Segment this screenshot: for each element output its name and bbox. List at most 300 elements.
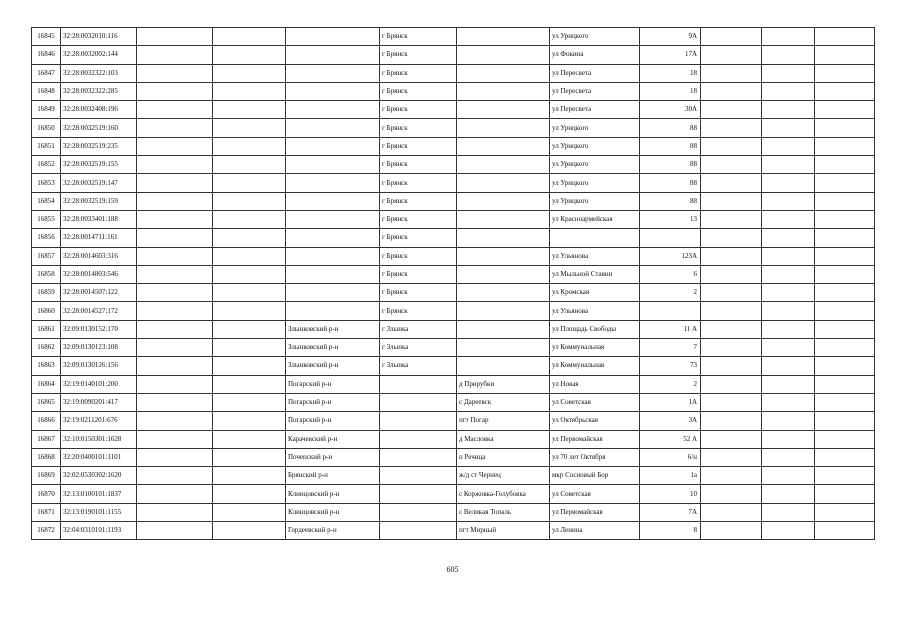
house-number-cell: 88: [640, 137, 701, 155]
empty-cell: [137, 302, 213, 320]
empty-cell: [815, 522, 875, 540]
house-number-cell: 11 А: [640, 320, 701, 338]
district-cell: [286, 64, 380, 82]
street-cell: ул Новая: [550, 375, 640, 393]
district-cell: Брянский р-н: [286, 467, 380, 485]
row-number: 16861: [32, 320, 61, 338]
city-cell: [380, 467, 457, 485]
settlement-cell: д Прирубки: [457, 375, 550, 393]
street-cell: ул Ульянова: [550, 247, 640, 265]
settlement-cell: [457, 247, 550, 265]
table-row: [32, 64, 875, 82]
empty-cell: [137, 503, 213, 521]
empty-cell: [701, 302, 762, 320]
row-number: 16868: [32, 448, 61, 466]
empty-cell: [762, 64, 815, 82]
empty-cell: [815, 101, 875, 119]
empty-cell: [213, 284, 286, 302]
table-row: [32, 339, 875, 357]
empty-cell: [815, 339, 875, 357]
cadastral-number: 32:20:0400101:1101: [61, 448, 137, 466]
empty-cell: [701, 156, 762, 174]
table-row: [32, 156, 875, 174]
table-row: [32, 485, 875, 503]
settlement-cell: [457, 265, 550, 283]
empty-cell: [213, 320, 286, 338]
street-cell: ул Площадь Свободы: [550, 320, 640, 338]
empty-cell: [137, 393, 213, 411]
empty-cell: [815, 430, 875, 448]
row-number: 16859: [32, 284, 61, 302]
settlement-cell: [457, 28, 550, 46]
empty-cell: [213, 137, 286, 155]
empty-cell: [137, 339, 213, 357]
empty-cell: [815, 210, 875, 228]
district-cell: [286, 46, 380, 64]
street-cell: мкр Сосновый Бор: [550, 467, 640, 485]
empty-cell: [815, 448, 875, 466]
city-cell: г Брянск: [380, 101, 457, 119]
settlement-cell: с Великая Топаль: [457, 503, 550, 521]
city-cell: г Брянск: [380, 46, 457, 64]
cadastral-number: 32:28:0032519:235: [61, 137, 137, 155]
cadastral-number: 32:19:0140101:200: [61, 375, 137, 393]
settlement-cell: п Речица: [457, 448, 550, 466]
table-row: [32, 302, 875, 320]
row-number: 16869: [32, 467, 61, 485]
table-row: [32, 284, 875, 302]
empty-cell: [137, 284, 213, 302]
table-body: [32, 28, 875, 540]
table-row: [32, 174, 875, 192]
empty-cell: [762, 119, 815, 137]
empty-cell: [213, 302, 286, 320]
street-cell: [550, 229, 640, 247]
empty-cell: [762, 101, 815, 119]
settlement-cell: [457, 156, 550, 174]
table-row: [32, 503, 875, 521]
empty-cell: [213, 247, 286, 265]
empty-cell: [701, 522, 762, 540]
empty-cell: [213, 265, 286, 283]
table-row: [32, 393, 875, 411]
empty-cell: [815, 485, 875, 503]
empty-cell: [213, 393, 286, 411]
row-number: 16866: [32, 412, 61, 430]
row-number: 16846: [32, 46, 61, 64]
settlement-cell: [457, 174, 550, 192]
empty-cell: [701, 101, 762, 119]
cadastral-number: 32:28:0032519:155: [61, 156, 137, 174]
empty-cell: [701, 375, 762, 393]
house-number-cell: 1а: [640, 467, 701, 485]
empty-cell: [213, 339, 286, 357]
empty-cell: [701, 320, 762, 338]
cadastral-number: 32:10:0150301:1628: [61, 430, 137, 448]
city-cell: г Брянск: [380, 64, 457, 82]
empty-cell: [213, 485, 286, 503]
row-number: 16862: [32, 339, 61, 357]
empty-cell: [701, 192, 762, 210]
street-cell: ул Ульянова: [550, 302, 640, 320]
district-cell: Злынковский р-н: [286, 320, 380, 338]
cadastral-number: 32:04:0310101:1193: [61, 522, 137, 540]
empty-cell: [815, 28, 875, 46]
cadastral-number: 32:28:0032519:159: [61, 192, 137, 210]
house-number-cell: 18: [640, 64, 701, 82]
empty-cell: [762, 430, 815, 448]
street-cell: ул Пересвета: [550, 64, 640, 82]
city-cell: [380, 375, 457, 393]
empty-cell: [762, 265, 815, 283]
settlement-cell: [457, 339, 550, 357]
row-number: 16872: [32, 522, 61, 540]
empty-cell: [762, 503, 815, 521]
house-number-cell: 88: [640, 174, 701, 192]
empty-cell: [815, 192, 875, 210]
empty-cell: [701, 28, 762, 46]
district-cell: Погарский р-н: [286, 375, 380, 393]
empty-cell: [137, 412, 213, 430]
empty-cell: [213, 210, 286, 228]
settlement-cell: [457, 64, 550, 82]
table-row: [32, 412, 875, 430]
empty-cell: [762, 448, 815, 466]
registry-sheet: [31, 27, 874, 540]
cadastral-number: 32:13:0190101:1155: [61, 503, 137, 521]
street-cell: ул Коммунальная: [550, 357, 640, 375]
cadastral-number: 32:13:0100101:1837: [61, 485, 137, 503]
city-cell: [380, 393, 457, 411]
empty-cell: [701, 485, 762, 503]
cadastral-number: 32:09:0130152:170: [61, 320, 137, 338]
district-cell: [286, 210, 380, 228]
district-cell: [286, 82, 380, 100]
house-number-cell: 17А: [640, 46, 701, 64]
house-number-cell: 2: [640, 284, 701, 302]
house-number-cell: [640, 229, 701, 247]
empty-cell: [137, 119, 213, 137]
empty-cell: [701, 247, 762, 265]
street-cell: ул Урицкого: [550, 192, 640, 210]
house-number-cell: 88: [640, 192, 701, 210]
empty-cell: [137, 265, 213, 283]
empty-cell: [762, 375, 815, 393]
row-number: 16871: [32, 503, 61, 521]
empty-cell: [701, 82, 762, 100]
house-number-cell: 52 А: [640, 430, 701, 448]
table-row: [32, 82, 875, 100]
city-cell: [380, 448, 457, 466]
empty-cell: [762, 137, 815, 155]
street-cell: ул Урицкого: [550, 174, 640, 192]
table-row: [32, 210, 875, 228]
empty-cell: [137, 430, 213, 448]
settlement-cell: [457, 284, 550, 302]
cadastral-number: 32:19:0211201:676: [61, 412, 137, 430]
empty-cell: [762, 467, 815, 485]
empty-cell: [137, 64, 213, 82]
empty-cell: [815, 174, 875, 192]
empty-cell: [815, 357, 875, 375]
city-cell: г Брянск: [380, 192, 457, 210]
empty-cell: [762, 210, 815, 228]
empty-cell: [815, 375, 875, 393]
settlement-cell: [457, 357, 550, 375]
city-cell: [380, 430, 457, 448]
empty-cell: [137, 174, 213, 192]
district-cell: [286, 137, 380, 155]
table-row: [32, 448, 875, 466]
district-cell: [286, 302, 380, 320]
city-cell: г Брянск: [380, 210, 457, 228]
empty-cell: [701, 137, 762, 155]
street-cell: ул Первомайская: [550, 503, 640, 521]
house-number-cell: 73: [640, 357, 701, 375]
settlement-cell: [457, 320, 550, 338]
empty-cell: [701, 64, 762, 82]
house-number-cell: 123А: [640, 247, 701, 265]
empty-cell: [213, 357, 286, 375]
empty-cell: [701, 210, 762, 228]
empty-cell: [213, 375, 286, 393]
house-number-cell: 9А: [640, 28, 701, 46]
empty-cell: [762, 302, 815, 320]
empty-cell: [815, 503, 875, 521]
cadastral-number: 32:28:0014711:161: [61, 229, 137, 247]
row-number: 16870: [32, 485, 61, 503]
empty-cell: [701, 119, 762, 137]
city-cell: г Брянск: [380, 82, 457, 100]
empty-cell: [762, 522, 815, 540]
settlement-cell: [457, 302, 550, 320]
row-number: 16854: [32, 192, 61, 210]
empty-cell: [213, 46, 286, 64]
row-number: 16851: [32, 137, 61, 155]
house-number-cell: 13: [640, 210, 701, 228]
cadastral-number: 32:28:0014603:316: [61, 247, 137, 265]
empty-cell: [815, 412, 875, 430]
empty-cell: [213, 82, 286, 100]
registry-table: [31, 27, 875, 540]
house-number-cell: 88: [640, 156, 701, 174]
cadastral-number: 32:28:0032322:285: [61, 82, 137, 100]
empty-cell: [701, 339, 762, 357]
street-cell: ул Урицкого: [550, 137, 640, 155]
city-cell: [380, 412, 457, 430]
row-number: 16853: [32, 174, 61, 192]
district-cell: Карачевский р-н: [286, 430, 380, 448]
street-cell: ул Коммунальная: [550, 339, 640, 357]
empty-cell: [137, 485, 213, 503]
empty-cell: [213, 64, 286, 82]
table-row: [32, 229, 875, 247]
empty-cell: [815, 467, 875, 485]
empty-cell: [213, 156, 286, 174]
empty-cell: [815, 229, 875, 247]
cadastral-number: 32:28:0032322:103: [61, 64, 137, 82]
house-number-cell: 3А: [640, 412, 701, 430]
settlement-cell: [457, 229, 550, 247]
empty-cell: [815, 82, 875, 100]
settlement-cell: пгт Мирный: [457, 522, 550, 540]
city-cell: г Брянск: [380, 119, 457, 137]
empty-cell: [137, 375, 213, 393]
district-cell: [286, 229, 380, 247]
house-number-cell: 7А: [640, 503, 701, 521]
empty-cell: [701, 284, 762, 302]
empty-cell: [213, 229, 286, 247]
table-row: [32, 46, 875, 64]
empty-cell: [213, 467, 286, 485]
table-row: [32, 375, 875, 393]
table-row: [32, 119, 875, 137]
row-number: 16856: [32, 229, 61, 247]
empty-cell: [137, 229, 213, 247]
empty-cell: [701, 46, 762, 64]
empty-cell: [701, 229, 762, 247]
city-cell: г Злынка: [380, 320, 457, 338]
table-row: [32, 522, 875, 540]
city-cell: г Брянск: [380, 174, 457, 192]
row-number: 16860: [32, 302, 61, 320]
house-number-cell: 10: [640, 485, 701, 503]
district-cell: Почепский р-н: [286, 448, 380, 466]
row-number: 16858: [32, 265, 61, 283]
empty-cell: [762, 247, 815, 265]
row-number: 16848: [32, 82, 61, 100]
empty-cell: [701, 412, 762, 430]
city-cell: [380, 503, 457, 521]
row-number: 16847: [32, 64, 61, 82]
street-cell: ул Ленина: [550, 522, 640, 540]
empty-cell: [762, 284, 815, 302]
table-row: [32, 357, 875, 375]
district-cell: [286, 174, 380, 192]
district-cell: Гордеевский р-н: [286, 522, 380, 540]
city-cell: [380, 522, 457, 540]
street-cell: ул 70 лет Октября: [550, 448, 640, 466]
district-cell: Клинцовский р-н: [286, 503, 380, 521]
empty-cell: [137, 28, 213, 46]
empty-cell: [762, 339, 815, 357]
table-row: [32, 101, 875, 119]
street-cell: ул Фокина: [550, 46, 640, 64]
settlement-cell: с Дареевск: [457, 393, 550, 411]
city-cell: г Брянск: [380, 265, 457, 283]
empty-cell: [137, 210, 213, 228]
empty-cell: [762, 82, 815, 100]
empty-cell: [213, 430, 286, 448]
empty-cell: [762, 412, 815, 430]
row-number: 16865: [32, 393, 61, 411]
cadastral-number: 32:28:0032002:144: [61, 46, 137, 64]
house-number-cell: 6: [640, 265, 701, 283]
row-number: 16864: [32, 375, 61, 393]
house-number-cell: [640, 302, 701, 320]
table-row: [32, 192, 875, 210]
empty-cell: [701, 393, 762, 411]
cadastral-number: 32:02:0530302:1620: [61, 467, 137, 485]
row-number: 16867: [32, 430, 61, 448]
district-cell: [286, 101, 380, 119]
empty-cell: [815, 265, 875, 283]
settlement-cell: [457, 192, 550, 210]
empty-cell: [762, 46, 815, 64]
settlement-cell: ж/д ст Чернец: [457, 467, 550, 485]
house-number-cell: 30А: [640, 101, 701, 119]
empty-cell: [815, 137, 875, 155]
street-cell: ул Первомайская: [550, 430, 640, 448]
empty-cell: [137, 320, 213, 338]
district-cell: [286, 119, 380, 137]
house-number-cell: 1А: [640, 393, 701, 411]
empty-cell: [213, 174, 286, 192]
empty-cell: [137, 467, 213, 485]
empty-cell: [815, 302, 875, 320]
street-cell: ул Урицкого: [550, 28, 640, 46]
empty-cell: [137, 448, 213, 466]
city-cell: г Брянск: [380, 156, 457, 174]
empty-cell: [137, 82, 213, 100]
settlement-cell: [457, 137, 550, 155]
empty-cell: [701, 357, 762, 375]
page-number: 605: [446, 565, 459, 574]
street-cell: ул Урицкого: [550, 119, 640, 137]
empty-cell: [213, 412, 286, 430]
cadastral-number: 32:09:0130126:156: [61, 357, 137, 375]
empty-cell: [213, 448, 286, 466]
row-number: 16852: [32, 156, 61, 174]
table-row: [32, 430, 875, 448]
table-row: [32, 265, 875, 283]
street-cell: ул Советская: [550, 393, 640, 411]
empty-cell: [213, 192, 286, 210]
cadastral-number: 32:28:0032519:147: [61, 174, 137, 192]
empty-cell: [137, 357, 213, 375]
house-number-cell: 88: [640, 119, 701, 137]
district-cell: Погарский р-н: [286, 393, 380, 411]
empty-cell: [137, 46, 213, 64]
city-cell: г Брянск: [380, 247, 457, 265]
district-cell: [286, 284, 380, 302]
district-cell: Погарский р-н: [286, 412, 380, 430]
row-number: 16855: [32, 210, 61, 228]
district-cell: [286, 192, 380, 210]
empty-cell: [815, 46, 875, 64]
table-row: [32, 320, 875, 338]
cadastral-number: 32:28:0032010:116: [61, 28, 137, 46]
district-cell: Злынковский р-н: [286, 357, 380, 375]
empty-cell: [762, 485, 815, 503]
empty-cell: [815, 156, 875, 174]
empty-cell: [762, 393, 815, 411]
empty-cell: [762, 156, 815, 174]
row-number: 16857: [32, 247, 61, 265]
row-number: 16863: [32, 357, 61, 375]
street-cell: ул Красноармейская: [550, 210, 640, 228]
district-cell: Клинцовский р-н: [286, 485, 380, 503]
empty-cell: [815, 284, 875, 302]
empty-cell: [815, 320, 875, 338]
table-row: [32, 137, 875, 155]
table-row: [32, 28, 875, 46]
district-cell: [286, 28, 380, 46]
house-number-cell: 18: [640, 82, 701, 100]
empty-cell: [762, 28, 815, 46]
cadastral-number: 32:28:0014527:172: [61, 302, 137, 320]
row-number: 16845: [32, 28, 61, 46]
